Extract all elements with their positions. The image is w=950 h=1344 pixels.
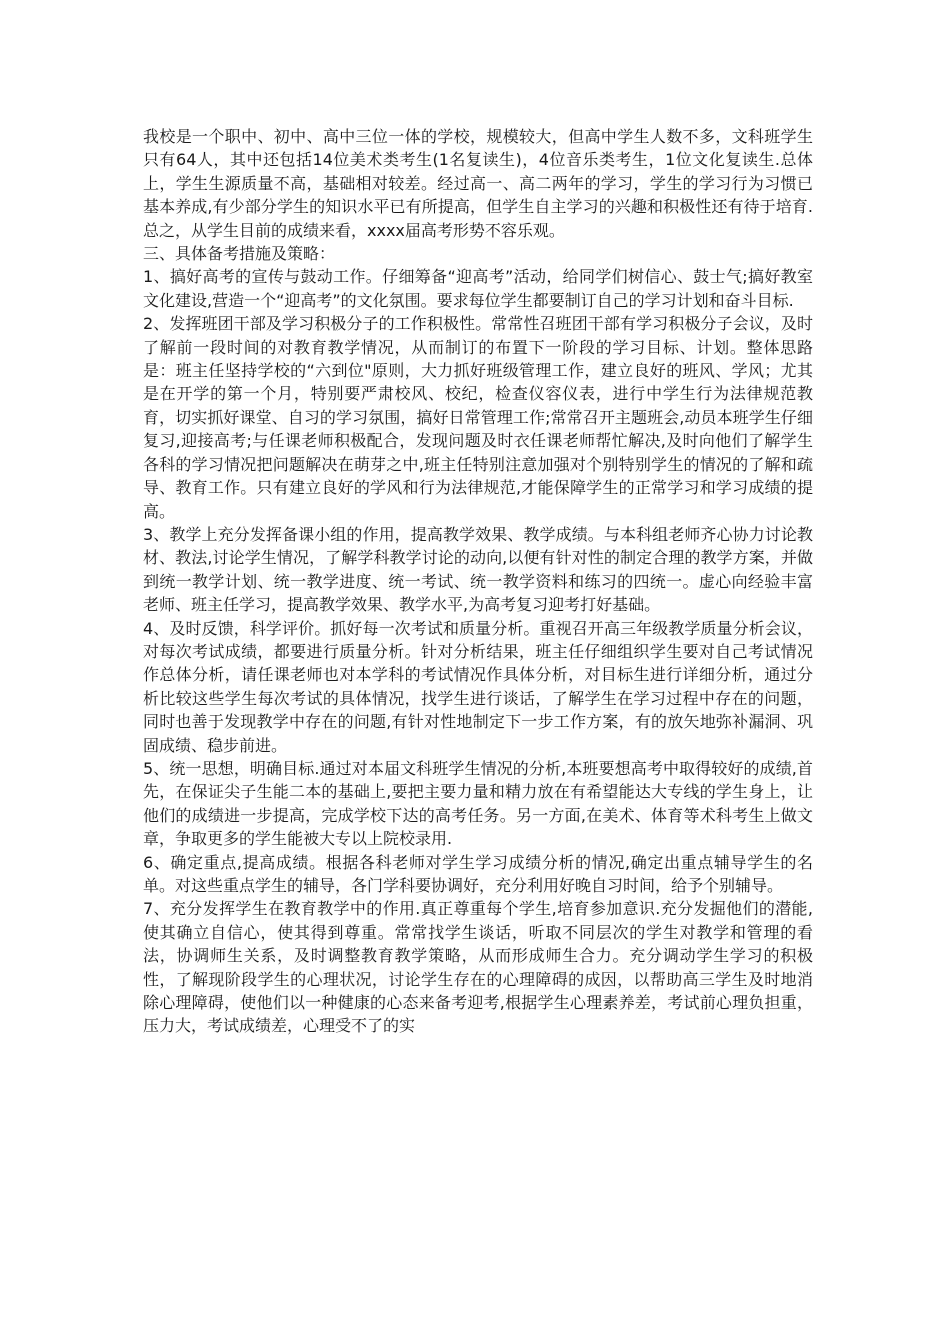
measure-item-7: 7、充分发挥学生在教育教学中的作用.真正尊重每个学生,培育参加意识.充分发掘他们的潜能,使其确立自信心，使其得到尊重。常常找学生谈话，听取不同层次的学生对教学和管理的看法，协调师生关系，及时调整教育教学策略，从而形成师生合力。充分调动学生学习的积极性，了解现阶段学生的心理状况，讨论学生存在的心理障碍的成因，以帮助高三学生及时地消除心理障碍，使他们以一种健康的心态来备考迎考,根据学生心理素养差，考试前心理负担重，压力大，考试成绩差，心理受不了的实	[143, 899, 813, 1036]
document-body	[143, 125, 813, 1038]
measure-item-1: 1、搞好高考的宣传与鼓动工作。仔细筹备“迎高考”活动，给同学们树信心、鼓士气;搞好教室文化建设,营造一个“迎高考”的文化氛围。要求每位学生都要制订自己的学习计划和奋斗目标.	[143, 267, 813, 310]
measure-item-4: 4、及时反馈，科学评价。抓好每一次考试和质量分析。重视召开高三年级教学质量分析会议，对每次考试成绩，都要进行质量分析。针对分析结果，班主任仔细组织学生要对自己考试情况作总体分析，请任课老师也对本学科的考试情况作具体分析，对目标生进行详细分析，通过分析比较这些学生每次考试的具体情况，找学生进行谈话，了解学生在学习过程中存在的问题，同时也善于发现教学中存在的问题,有针对性地制定下一步工作方案，有的放矢地弥补漏洞、巩固成绩、稳步前进。	[143, 618, 813, 755]
measure-item-6: 6、确定重点,提高成绩。根据各科老师对学生学习成绩分析的情况,确定出重点辅导学生的名单。对这些重点学生的辅导，各门学科要协调好，充分利用好晚自习时间，给予个别辅导。	[143, 852, 813, 895]
measure-item-5: 5、统一思想，明确目标.通过对本届文科班学生情况的分析,本班要想高考中取得较好的成绩,首先，在保证尖子生能二本的基础上,要把主要力量和精力放在有希望能达大专线的学生身上，让他们的成绩进一步提高，完成学校下达的高考任务。另一方面,在美术、体育等术科考生上做文章，争取更多的学生能被大专以上院校录用.	[143, 758, 813, 849]
measure-item-3: 3、教学上充分发挥备课小组的作用，提高教学效果、教学成绩。与本科组老师齐心协力讨论教材、教法,讨论学生情况，了解学科教学讨论的动向,以便有针对性的制定合理的教学方案，并做到统一教学计划、统一教学进度、统一考试、统一教学资料和练习的四统一。虚心向经验丰富老师、班主任学习，提高教学效果、教学水平,为高考复习迎考打好基础。	[143, 524, 813, 615]
intro-paragraph: 我校是一个职中、初中、高中三位一体的学校，规模较大，但高中学生人数不多，文科班学生只有64人，其中还包括14位美术类考生(1名复读生)，4位音乐类考生，1位文化复读生.总体上，学生生源质量不高，基础相对较差。经过高一、高二两年的学习，学生的学习行为习惯已基本养成,有少部分学生的知识水平已有所提高，但学生自主学习的兴趣和积极性还有待于培育.总之，从学生目前的成绩来看，xxxx届高考形势不容乐观。	[143, 127, 813, 240]
measure-item-2: 2、发挥班团干部及学习积极分子的工作积极性。常常性召班团干部有学习积极分子会议，及时了解前一段时间的对教育教学情况，从而制订的布置下一阶段的学习目标、计划。整体思路是：班主任坚持学校的“六到位"原则，大力抓好班级管理工作，建立良好的班风、学风；尤其是在开学的第一个月，特别要严肃校风、校纪，检查仪容仪表，进行中学生行为法律规范教育，切实抓好课堂、自习的学习氛围，搞好日常管理工作;常常召开主题班会,动员本班学生仔细复习,迎接高考;与任课老师积极配合，发现问题及时衣任课老师帮忙解决,及时向他们了解学生各科的学习情况把问题解决在萌芽之中,班主任特别注意加强对个别特别学生的情况的了解和疏导、教育工作。只有建立良好的学风和行为法律规范,才能保障学生的正常学习和学习成绩的提高。	[143, 314, 813, 521]
section-heading: 三、具体备考措施及策略：	[143, 244, 336, 264]
